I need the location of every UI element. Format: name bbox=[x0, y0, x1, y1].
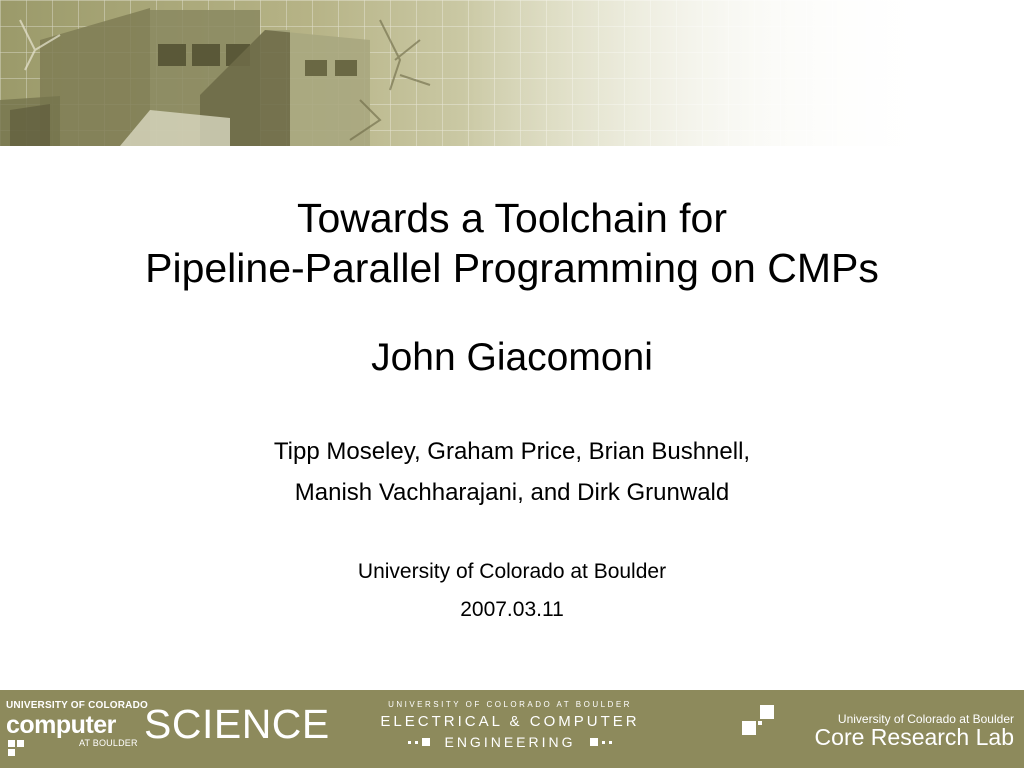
cs-logo-top-text: UNIVERSITY OF COLORADO bbox=[6, 700, 149, 711]
footer-bar bbox=[0, 690, 1024, 768]
cs-logo-square-icon bbox=[8, 740, 15, 747]
cs-logo-square-icon bbox=[17, 740, 24, 747]
cs-logo-bottom-text: AT BOULDER bbox=[79, 738, 138, 748]
ece-dots-left-icon bbox=[408, 738, 430, 746]
ece-logo-top-text: UNIVERSITY OF COLORADO AT BOULDER bbox=[388, 700, 632, 709]
slide-title bbox=[0, 193, 1024, 293]
cs-logo-computer: computer bbox=[6, 711, 116, 739]
title-line-1: Towards a Toolchain for bbox=[297, 195, 727, 241]
institution: University of Colorado at Boulder bbox=[357, 560, 667, 583]
crl-logo-small-text: University of Colorado at Boulder bbox=[837, 712, 1014, 726]
presenter-name: John Giacomoni bbox=[371, 336, 653, 379]
core-research-lab-logo bbox=[815, 712, 1014, 748]
ece-logo-bottom-row bbox=[360, 734, 660, 750]
banner-fade bbox=[0, 0, 1024, 146]
ece-department-logo bbox=[360, 700, 660, 750]
cs-logo-science: SCIENCE bbox=[144, 701, 330, 747]
title-line-2: Pipeline-Parallel Programming on CMPs bbox=[145, 245, 879, 291]
ece-logo-middle-text: ELECTRICAL & COMPUTER bbox=[380, 713, 640, 730]
ece-dots-right-icon bbox=[590, 738, 612, 746]
ece-logo-bottom-text: ENGINEERING bbox=[444, 734, 576, 750]
affiliation-block bbox=[0, 553, 1024, 629]
cs-logo-square-icon bbox=[8, 749, 15, 756]
presentation-date: 2007.03.11 bbox=[460, 598, 564, 621]
crl-logo-big-text: Core Research Lab bbox=[814, 724, 1014, 750]
authors-line-2: Manish Vachharajani, and Dirk Grunwald bbox=[294, 479, 730, 506]
co-authors bbox=[0, 431, 1024, 513]
authors-line-1: Tipp Moseley, Graham Price, Brian Bushnell, bbox=[273, 438, 751, 465]
core-research-lab-squares-icon bbox=[742, 705, 778, 741]
header-banner bbox=[0, 0, 1024, 146]
